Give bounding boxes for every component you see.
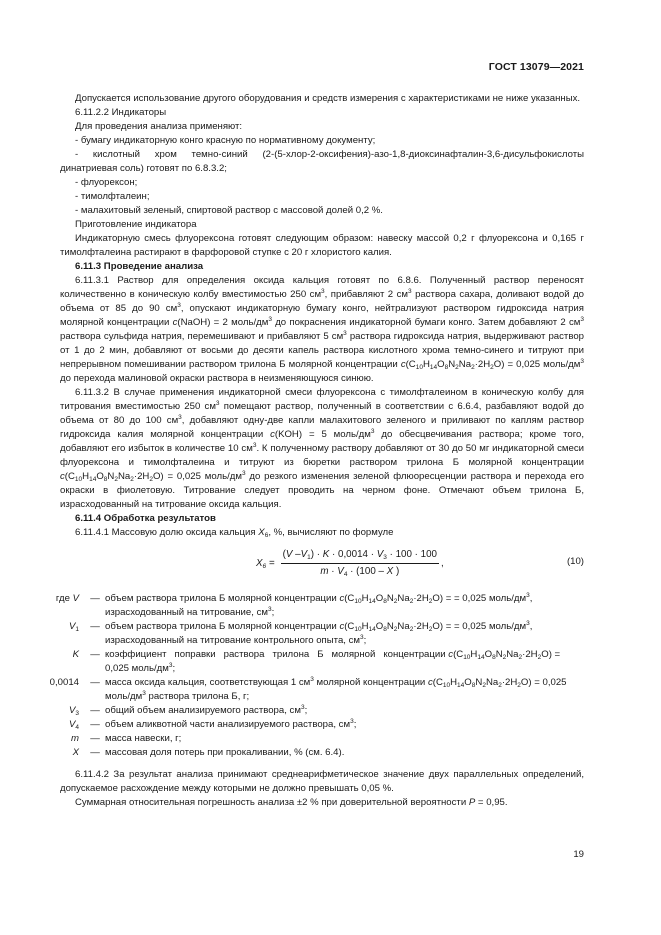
definition-item: X — массовая доля потерь при прокаливании, % (см. 6.4). [72,747,345,758]
formula-block [60,542,584,586]
list-item: - бумагу индикаторную конго красную по нормативному документу; [75,135,376,146]
definition-item: m — масса навески, г; [71,733,182,744]
list-item: - кислотный хром темно-синий (2-(5-хлор-2-оксифения)-азо-1,8-диоксинафталин-3,6-дисульфокислоты динатриевая соль) готовят по 6.8.3.2; [60,149,584,174]
paragraph: 6.11.3.1 Раствор для определения оксида кальция готовят по 6.8.6. Полученный раствор переносят количественно в коническую колбу вместимостью 250 $см^3$, прибавляют 2 $см^3$ раствора сахара, доливают водой до объема от 85 до 90 $см^3$, опускают индикаторную бумагу конго, нейтрализуют раствором гидроксида натрия молярной концентрации c(NaOH) = 2 моль/$дм^3$ до покраснения индикаторной бумаги конго. Затем добавляют 2 $см^3$ раствора сульфида натрия, перемешивают и прибавляют 5 $см^3$ раствора гидроксида натрия, выдерживают раствор от 1 до 2 мин, добавляют от восьми до десяти капель раствора кислотного хрома темно-синего и титруют при непрерывном помешивании раствором трилона Б молярной концентрации $c(C_{10}H_{14}O_8N_2Na_2\cdot 2H_2O) = 0,025$ моль/$дм^3$ до перехода малиновой окраски раствора в неизменяющуюся синюю. [60,275,584,384]
paragraph: Допускается использование другого оборудования и средств измерения с характеристиками не ниже указанных. [75,93,581,104]
paragraph: 6.11.4.2 За результат анализа принимают среднеарифметическое значение двух параллельных определений, допускаемое расхождение между которыми не должно превышать 0,05 %. [60,769,584,794]
definition-item: $V_3$ — общий объем анализируемого раствора, $см^3$; [68,704,308,717]
definition-item: K — коэффициент поправки раствора трилона Б молярной концентрации $c(C_{10}H_{14}O_8N_2Na_2\cdot 2H_2O) = 0,025$ моль/$дм^3$; [72,649,561,674]
standard-header: ГОСТ 13079—2021 [488,61,584,73]
paragraph: Суммарная относительная погрешность анализа ±2 % при доверительной вероятности P = 0,95. [75,797,508,808]
list-item: - тимолфталеин; [75,191,150,202]
list-item: - флуорексон; [75,177,138,188]
formula: $X_6$ = $\frac{(V -V_1) \cdot K \cdot 0,0014 \cdot V_3 \cdot 100 \cdot 100}{m \cdot V_4 \cdot (100 - X )}$ , [256,549,444,578]
definition-item: $V_4$ — объем аликвотной части анализируемого раствора, $см^3$; [68,718,357,731]
equation-number: (10) [566,556,584,567]
variable-definitions [49,592,584,760]
section-heading: 6.11.2.2 Индикаторы [75,107,167,118]
paragraph: Приготовление индикатора [75,219,197,230]
definition-item: 0,0014 — масса оксида кальция, соответствующая 1 $см^3$ молярной концентрации $c(C_{10}H_{14}O_8N_2Na_2\cdot 2H_2O) = 0,025$ моль/$дм^3$ раствора трилона Б, г; [49,676,567,702]
section-heading: 6.11.4 Обработка результатов [75,513,216,524]
paragraph: Для проведения анализа применяют: [75,121,243,132]
section-heading: 6.11.3 Проведение анализа [75,261,204,272]
document-body [49,92,585,810]
definition-item: $V_1$ — объем раствора трилона Б молярной концентрации $c(C_{10}H_{14}O_8N_2Na_2\cdot 2H_2O)$ = = 0,025 моль/$дм^3$, израсходованный на титрование контрольного опыта, $см^3$; [68,620,533,646]
definition-item: где V — объем раствора трилона Б молярной концентрации $c(C_{10}H_{14}O_8N_2Na_2\cdot 2H_2O)$ = = 0,025 моль/$дм^3$, израсходованный на титрование, $см^3$; [55,592,533,618]
list-item: - малахитовый зеленый, спиртовой раствор с массовой долей 0,2 %. [75,205,383,216]
paragraph: 6.11.4.1 Массовую долю оксида кальция $X_6$, %, вычисляют по формуле [75,527,394,539]
page-number: 19 [573,849,584,860]
paragraph: Индикаторную смесь флуорексона готовят следующим образом: навеску массой 0,2 г флуорексона и 0,165 г тимолфталеина растирают в фарфоровой ступке с 20 г хлористого калия. [60,233,584,258]
paragraph: 6.11.3.2 В случае применения индикаторной смеси флуорексона с тимолфталеином в коническую колбу для титрования вместимостью 250 $см^3$ помещают раствор, полученный в соответствии с 6.6.4, разбавляют водой до объема от 80 до 100 $см^3$, добавляют одну-две капли малахитового зеленого и приливают по каплям раствор гидроксида калия молярной концентрации c(KOH) = 5 моль/$дм^3$ до обесцвечивания раствора; кроме того, добавляют его избыток в количестве 10 $см^3$. К полученному раствору добавляют от 30 до 50 мг индикаторной смеси флуорексона и тимолфталеина и титруют из бюретки раствором трилона Б молярной концентрации $c(C_{10}H_{14}O_8N_2Na_2\cdot 2H_2O) = 0,025$ моль/$дм^3$ до резкого изменения зеленой флюоресценции раствора и перехода его окраски в фиолетовую. Титрование следует проводить на черном фоне. Отмечают объем трилона Б, израсходованный на титрование оксида кальция. [60,387,585,510]
